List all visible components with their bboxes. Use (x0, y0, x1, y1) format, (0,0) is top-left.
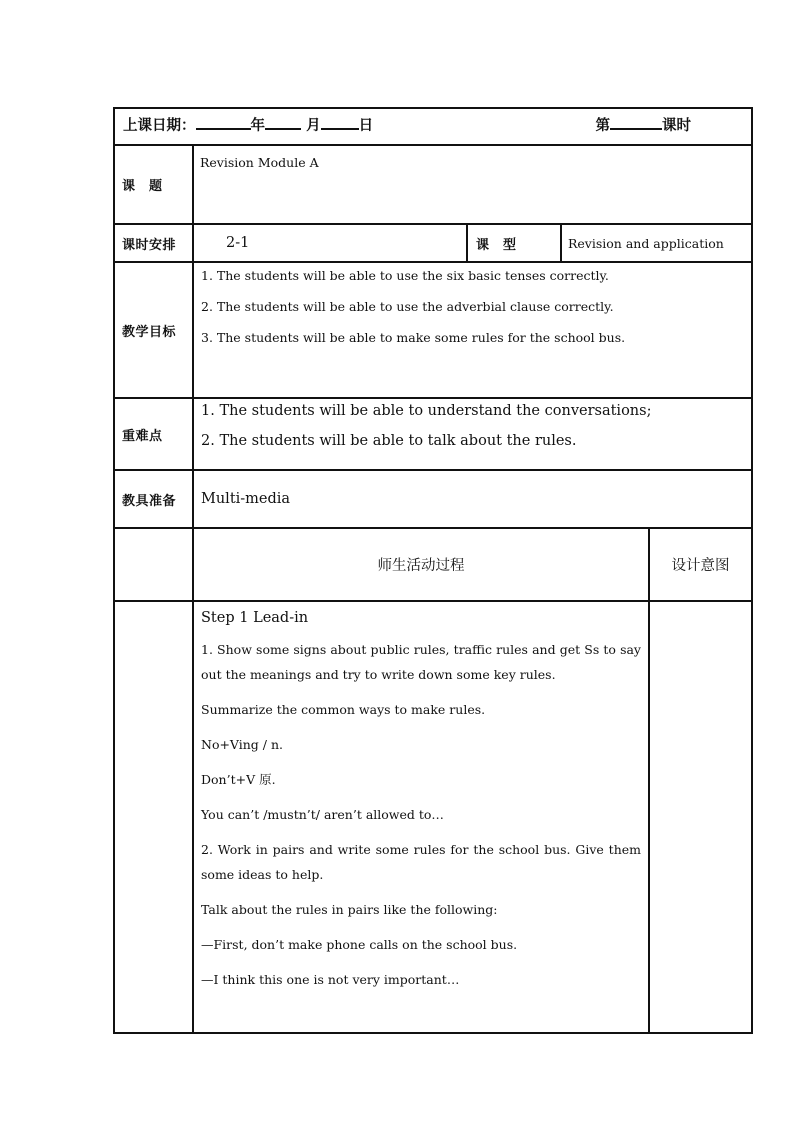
topic-row (114, 145, 752, 224)
step-line: You can’t /mustn’t/ aren’t allowed to… (201, 807, 444, 822)
key-point-item: 1. The students will be able to understand the conversations; (201, 403, 652, 419)
key-points-row (114, 398, 752, 470)
date-label: 上课日期： (123, 118, 196, 134)
lesson-blank (610, 114, 662, 130)
step-line: 1. Show some signs about public rules, traffic rules and get Ss to say out the meanings and try to write down some key rules. (201, 642, 641, 682)
year-blank (196, 114, 251, 130)
month-label: 月 (306, 118, 321, 134)
key-point-item: 2. The students will be able to talk about the rules. (201, 433, 577, 449)
step-line: Summarize the common ways to make rules. (201, 702, 486, 717)
type-label: 课 型 (467, 224, 561, 262)
step-line: 2. Work in pairs and write some rules for the school bus. Give them some ideas to help. (201, 842, 641, 882)
step-line: —First, don’t make phone calls on the school bus. (201, 937, 518, 952)
process-steps (193, 601, 649, 1033)
process-body-blank (114, 601, 193, 1033)
topic-label: 课 题 (114, 145, 193, 224)
step-line: Talk about the rules in pairs like the following: (201, 902, 498, 917)
process-heading-row (114, 528, 752, 601)
lesson-plan-table (113, 107, 753, 1034)
key-points-list (193, 398, 752, 470)
schedule-value: 2-1 (193, 224, 467, 262)
goal-item: 2. The students will be able to use the adverbial clause correctly. (201, 299, 614, 314)
schedule-label: 课时安排 (114, 224, 193, 262)
topic-value: Revision Module A (193, 145, 752, 224)
goals-label: 教学目标 (114, 262, 193, 398)
process-heading: 师生活动过程 (193, 528, 649, 601)
goal-item: 3. The students will be able to make some rules for the school bus. (201, 330, 626, 345)
step-line: No+Ving / n. (201, 737, 283, 752)
goal-item: 1. The students will be able to use the six basic tenses correctly. (201, 268, 609, 283)
lesson-number (596, 114, 692, 135)
step-title: Step 1 Lead-in (201, 610, 309, 626)
intent-heading: 设计意图 (649, 528, 752, 601)
day-blank (321, 114, 359, 130)
date-cell (114, 108, 752, 145)
year-label: 年 (250, 118, 265, 134)
step-line: —I think this one is not very important… (201, 972, 460, 987)
tools-row (114, 470, 752, 528)
date-row (114, 108, 752, 145)
process-body-row (114, 601, 752, 1033)
lesson-suffix: 课时 (662, 118, 692, 134)
step-line: Don’t+V 原. (201, 772, 276, 787)
process-heading-blank (114, 528, 193, 601)
tools-label: 教具准备 (114, 470, 193, 528)
goals-row (114, 262, 752, 398)
goals-list (193, 262, 752, 398)
tools-value: Multi-media (193, 470, 752, 528)
type-value: Revision and application (561, 224, 752, 262)
day-label: 日 (358, 118, 374, 134)
design-intent-cell (649, 601, 752, 1033)
month-blank (265, 114, 301, 130)
key-points-label: 重难点 (114, 398, 193, 470)
schedule-row (114, 224, 752, 262)
lesson-prefix: 第 (595, 118, 611, 134)
